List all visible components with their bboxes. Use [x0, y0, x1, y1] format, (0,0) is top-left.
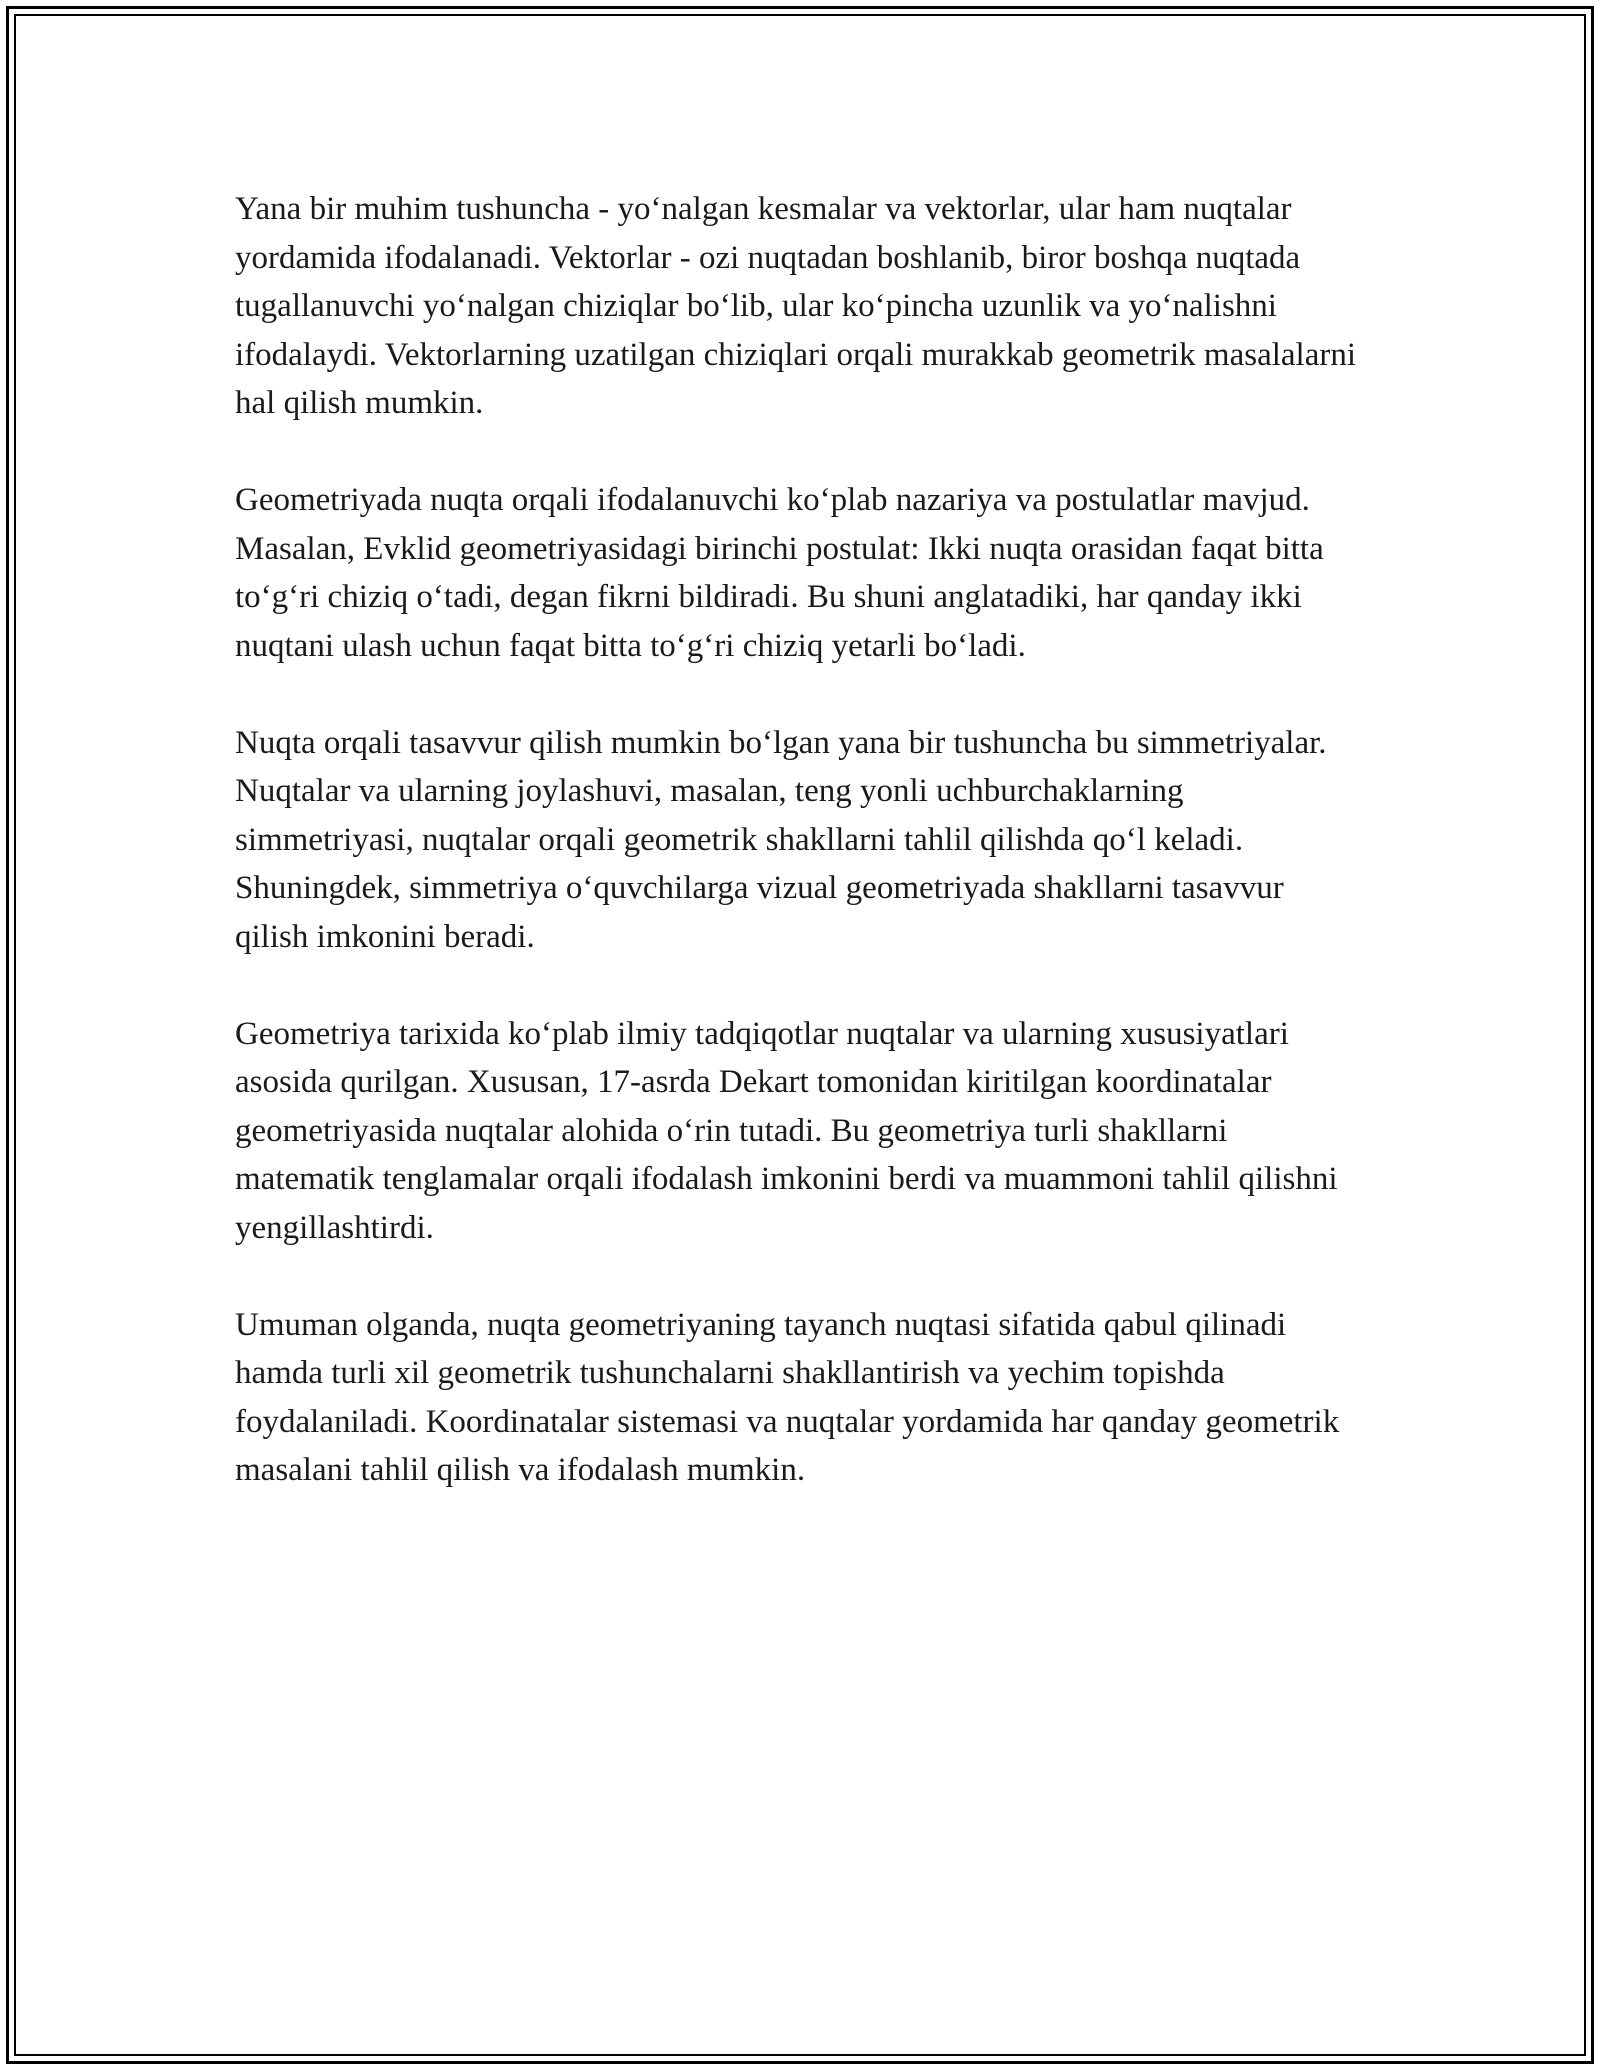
- paragraph-history: Geometriya tarixida ko‘plab ilmiy tadqiqotlar nuqtalar va ularning xususiyatlari asosida qurilgan. Xususan, 17-asrda Dekart tomonidan kiritilgan koordinatalar geometriyasida nuqtalar alohida o‘rin tutadi. Bu geometriya turli shakllarni matematik tenglamalar orqali ifodalash imkonini berdi va muammoni tahlil qilishni yengillashtirdi.: [235, 1015, 1338, 1246]
- document-body: [235, 185, 1365, 1543]
- paragraph-vectors: Yana bir muhim tushuncha - yo‘nalgan kesmalar va vektorlar, ular ham nuqtalar yordamida ifodalanadi. Vektorlar - ozi nuqtadan boshlanib, biror boshqa nuqtada tugallanuvchi yo‘nalgan chiziqlar bo‘lib, ular ko‘pincha uzunlik va yo‘nalishni ifodalaydi. Vektorlarning uzatilgan chiziqlari orqali murakkab geometrik masalalarni hal qilish mumkin.: [235, 191, 1357, 421]
- paragraph-conclusion: Umuman olganda, nuqta geometriyaning tayanch nuqtasi sifatida qabul qilinadi hamda turli xil geometrik tushunchalarni shakllantirish va yechim topishda foydalaniladi. Koordinatalar sistemasi va nuqtalar yordamida har qanday geometrik masalani tahlil qilish va ifodalash mumkin.: [235, 1306, 1340, 1488]
- paragraph-symmetry: Nuqta orqali tasavvur qilish mumkin bo‘lgan yana bir tushuncha bu simmetriyalar. Nuqtalar va ularning joylashuvi, masalan, teng yonli uchburchaklarning simmetriyasi, nuqtalar orqali geometrik shakllarni tahlil qilishda qo‘l keladi. Shuningdek, simmetriya o‘quvchilarga vizual geometriyada shakllarni tasavvur qilish imkonini beradi.: [235, 724, 1327, 955]
- paragraph-postulates: Geometriyada nuqta orqali ifodalanuvchi ko‘plab nazariya va postulatlar mavjud. Masalan, Evklid geometriyasidagi birinchi postulat: Ikki nuqta orasidan faqat bitta to‘g‘ri chiziq o‘tadi, degan fikrni bildiradi. Bu shuni anglatadiki, har qanday ikki nuqtani ulash uchun faqat bitta to‘g‘ri chiziq yetarli bo‘ladi.: [235, 482, 1324, 664]
